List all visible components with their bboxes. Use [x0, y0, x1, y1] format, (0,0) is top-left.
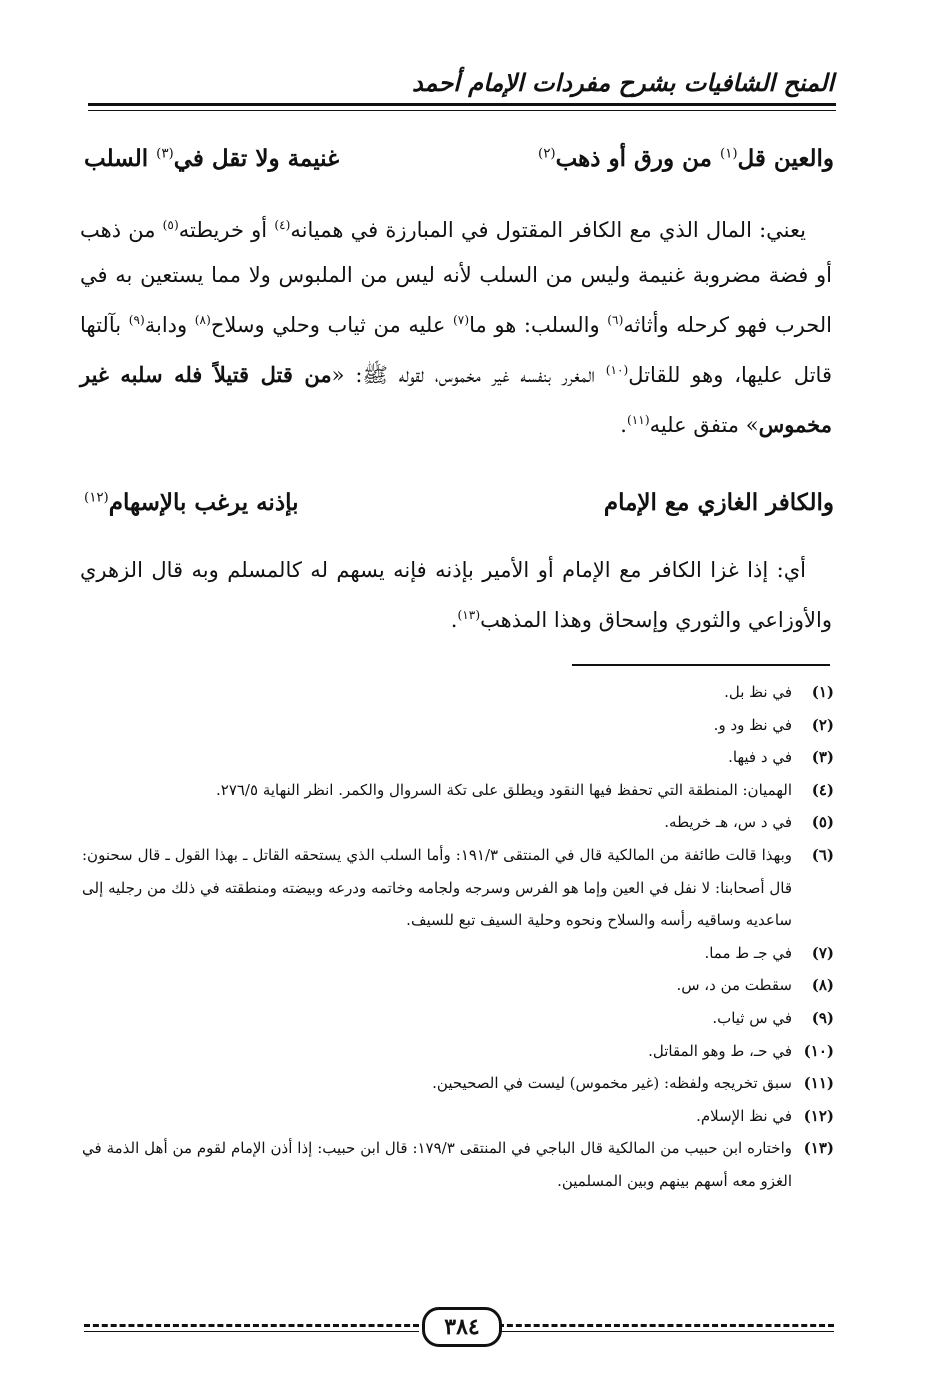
footnote-text: الهميان: المنطقة التي تحفظ فيها النقود ويطلق على تكة السروال والكمر. انظر النهاية ٢٧٦/٥.: [215, 780, 792, 799]
footnote-ref-10: (١٠): [605, 363, 629, 377]
footnote-ref-11: (١١): [626, 413, 650, 427]
footnote-text: في نظ ود و.: [713, 715, 792, 734]
footnote-number: (٢): [811, 715, 834, 734]
footnote-item: [82, 969, 834, 1002]
footer-rule-right: [498, 1331, 834, 1332]
footnote-ref-6: (٦): [607, 313, 624, 327]
footnote-ref-3: (٣): [156, 145, 174, 161]
footer-dashed-line-right: [498, 1324, 834, 1327]
footnote-text: في نظ بل.: [724, 683, 792, 701]
footnote-text: في د فيها.: [728, 748, 792, 767]
verse-line-1: [84, 136, 834, 180]
footnote-number: (٨): [811, 976, 834, 995]
footnote-number: (٩): [811, 1008, 834, 1027]
footnote-item: [82, 1035, 834, 1068]
footnote-ref-13: (١٣): [457, 608, 481, 622]
footnote-text: سقطت من د، س.: [676, 976, 792, 995]
footnote-text: في حـ، ط وهو المقاتل.: [648, 1041, 792, 1060]
header-rule-thin: [88, 110, 836, 111]
footnote-ref-9: (٩): [128, 313, 145, 327]
footnote-item: [82, 1002, 834, 1035]
footnote-item: [82, 1132, 834, 1197]
footnote-number: (٦): [811, 845, 834, 864]
footnote-item: [82, 741, 834, 774]
verse2-second-hemistich: بإذنه يرغب بالإسهام$^{(١٢)}$: [84, 488, 299, 516]
footnote-number: (٣): [811, 748, 834, 767]
commentary-paragraph-2: أي: إذا غزا الكافر مع الإمام أو الأمير بإذنه فإنه يسهم له كالمسلم وبه قال الزهري والأوزاعي والثوري وإسحاق وهذا المذهب$^{(١٣)}$.: [80, 558, 832, 632]
footnote-text: في نظ الإسلام.: [696, 1106, 792, 1125]
footnote-ref-12: (١٢): [84, 489, 109, 505]
commentary-paragraph-1: يعني: المال الذي مع الكافر المقتول في المبارزة في هميانه$^{(٤)}$ أو خريطته$^{(٥)}$ من ذهب أو فضة مضروبة غنيمة وليس من السلب لأنه ليس من الملبوس ولا مما يستعين به في الحرب فهو كرحله وأثاثه$^{(٦)}$ والسلب: هو ما$^{(٧)}$ عليه من ثياب وحلي وسلاح$^{(٨)}$ ودابة$^{(٩)}$ بآلتها قاتل عليها، وهو للقاتل$^{(١٠)}$ المغرر بنفسه غير مخموس، لقوله ﷺ: «من قتل قتيلاً فله سلبه غير مخموس» متفق عليه$^{(١١)}$.: [80, 218, 833, 437]
verse2-first-hemistich: والكافر الغازي مع الإمام: [603, 488, 834, 516]
footnote-text: وبهذا قالت طائفة من المالكية قال في المنتقى ١٩١/٣: وأما السلب الذي يستحقه القاتل ـ بهذا القول ـ قال سحنون: قال أصحابنا: لا نفل في العين وإما هو الفرس وسرجه ولجامه وخاتمه ودرعه وبيضته ومنطقته في ذلك من رجليه إلى ساعديه وساقيه رأسه والسلاح ونحوه وحلية السيف تبع للسيف.: [82, 845, 792, 930]
footnote-ref-4: (٤): [274, 218, 291, 232]
header-rule-thick: [88, 103, 836, 106]
footnote-number: (١٣): [803, 1139, 834, 1158]
hadith-quote: من قتل قتيلاً فله سلبه غير مخموس: [80, 362, 832, 437]
footer-rule-left: [84, 1331, 419, 1332]
footer-dashed-line-left: [84, 1324, 419, 1327]
footnote-text: في جـ ط مما.: [704, 943, 792, 962]
footnote-item: [82, 676, 834, 709]
footnote-item: [82, 937, 834, 970]
footnote-text: واختاره ابن حبيب من المالكية قال الباجي في المنتقى ١٧٩/٣: قال ابن حبيب: إذا أذن الإمام لقوم من أهل الذمة في الغزو معه أسهم بينهم وبين المسلمين.: [82, 1139, 792, 1190]
footnotes-list: [82, 676, 834, 1198]
footnote-item: [82, 774, 834, 807]
footnote-item: [82, 709, 834, 742]
verse1-first-hemistich: والعين قل$^{(١)}$ من ورق أو ذهب$^{(٢)}$: [537, 144, 834, 172]
footnote-number: (١٠): [803, 1041, 834, 1060]
footnote-item: [82, 1100, 834, 1133]
verse1-second-hemistich: غنيمة ولا تقل في$^{(٣)}$ السلب: [84, 144, 340, 172]
footnote-number: (٤): [811, 780, 834, 799]
page-number: ٣٨٤: [422, 1307, 502, 1347]
footnote-item: [82, 1067, 834, 1100]
footnote-item: [82, 806, 834, 839]
footnote-number: (٧): [811, 943, 834, 962]
footnote-text: في س ثياب.: [712, 1008, 792, 1027]
footnote-text: سبق تخريجه ولفظه: (غير مخموس) ليست في الصحيحين.: [432, 1074, 792, 1093]
footnote-ref-8: (٨): [194, 313, 211, 327]
footnote-number: (٥): [811, 813, 834, 832]
footnote-number: (١): [811, 683, 834, 701]
footnote-ref-1: (١): [719, 145, 738, 161]
footnote-number: (١٢): [803, 1106, 834, 1125]
running-header-title: المنح الشافيات بشرح مفردات الإمام أحمد: [411, 68, 834, 97]
footnote-ref-7: (٧): [453, 313, 470, 327]
footnote-ref-2: (٢): [537, 145, 556, 161]
footnote-item: [82, 839, 834, 937]
footnote-text: في د س، هـ خريطه.: [664, 813, 792, 832]
footnote-ref-5: (٥): [162, 218, 179, 232]
footnote-number: (١١): [803, 1074, 834, 1093]
footnote-separator: [572, 664, 830, 666]
verse-line-2: [84, 480, 834, 524]
